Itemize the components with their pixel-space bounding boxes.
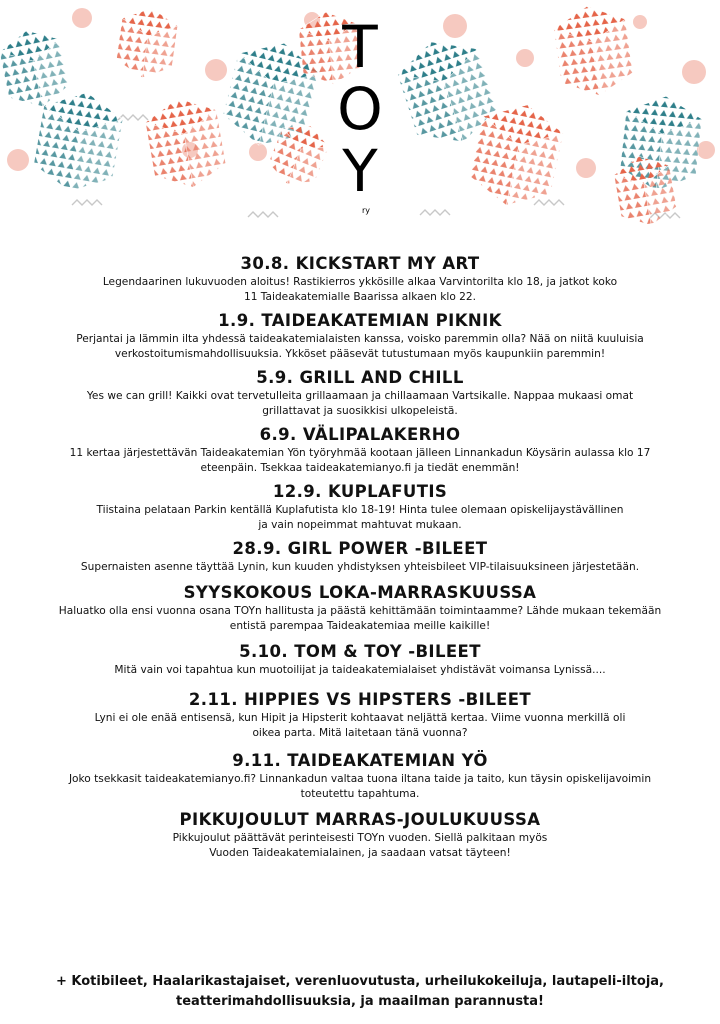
- event-title: 5.10. TOM & TOY -BILEET: [239, 642, 481, 661]
- event-description-line: Haluatko olla ensi vuonna osana TOYn hallitusta ja päästä kehittämään toimintaamme? Lähde mukaan tekemään: [58, 605, 662, 617]
- event-item: [0, 311, 720, 362]
- event-description: [20, 663, 700, 678]
- event-item: [0, 583, 720, 634]
- event-title: PIKKUJOULUT MARRAS-JOULUKUUSSA: [179, 810, 541, 829]
- event-description-line: Lyni ei ole enää entisensä, kun Hipit ja Hipsterit kohtaavat neljättä kertaa. Viime vuonna merkillä oli: [94, 712, 626, 724]
- pink-dot: [682, 60, 706, 84]
- event-description-line: Perjantai ja lämmin ilta yhdessä taideakatemialaisten kanssa, voisko paremmin olla? Nää on niitä kuuluisia: [76, 333, 644, 345]
- event-title: 2.11. HIPPIES VS HIPSTERS -BILEET: [188, 690, 532, 709]
- pink-dot: [205, 59, 227, 81]
- pink-dot: [72, 8, 92, 28]
- event-title: SYYSKOKOUS LOKA-MARRASKUUSSA: [183, 583, 537, 602]
- event-item: [0, 539, 720, 575]
- event-description: [20, 332, 700, 362]
- logo-letter-o: O: [337, 75, 383, 143]
- event-item: [0, 254, 720, 305]
- logo-subtitle: ry: [362, 206, 371, 215]
- pink-dot: [443, 14, 467, 38]
- logo-letter-t: T: [342, 13, 378, 81]
- event-description: [20, 389, 700, 419]
- event-title: 6.9. VÄLIPALAKERHO: [259, 425, 461, 444]
- patterned-cube: [142, 92, 229, 193]
- event-item: [0, 751, 720, 802]
- pink-dot: [633, 15, 647, 29]
- event-description-line: verkostoitumismahdollisuuksia. Ykköset pääsevät tutustumaan myös kaupunkiin paremmin!: [114, 348, 606, 360]
- squiggle-line: [420, 210, 450, 215]
- pink-dot: [697, 141, 715, 159]
- pink-dot: [249, 143, 267, 161]
- pink-dot: [7, 149, 29, 171]
- event-description: [20, 711, 700, 741]
- header-artwork: [0, 0, 720, 235]
- footer-line: + Kotibileet, Haalarikastajaiset, verenluovutusta, urheilukokeiluja, lautapeli-iltoja,: [55, 974, 664, 989]
- event-description-line: 11 Taideakatemialle Baarissa alkaen klo 22.: [243, 291, 477, 303]
- event-item: [0, 690, 720, 741]
- event-description: [20, 446, 700, 476]
- squiggle-line: [248, 212, 278, 217]
- event-description-line: 11 kertaa järjestettävän Taideakatemian Yön työryhmää kootaan jälleen Linnankadun Köysärin aulassa klo 17: [69, 447, 651, 459]
- event-description-line: Supernaisten asenne täyttää Lynin, kun kuuden yhdistyksen yhteisbileet VIP-tilaisuuksineen järjestetään.: [80, 561, 640, 573]
- event-description-line: eteenpäin. Tsekkaa taideakatemianyo.fi ja tiedät enemmän!: [200, 462, 520, 474]
- event-description-line: Vuoden Taideakatemialainen, ja saadaan vatsat täyteen!: [209, 847, 511, 859]
- event-description: [20, 275, 700, 305]
- squiggle-line: [534, 200, 564, 205]
- event-description: [20, 604, 700, 634]
- event-item: [0, 482, 720, 533]
- event-title: 5.9. GRILL AND CHILL: [256, 368, 464, 387]
- event-description-line: toteutettu tapahtuma.: [300, 788, 420, 800]
- event-description: [20, 503, 700, 533]
- squiggle-line: [72, 200, 102, 205]
- event-description-line: Mitä vain voi tapahtua kun muotoilijat ja taideakatemialaiset yhdistävät voimansa Lynissä....: [114, 664, 606, 676]
- event-title: 30.8. KICKSTART MY ART: [240, 254, 480, 273]
- patterned-cube: [0, 24, 73, 113]
- event-description-line: oikea parta. Mitä laitetaan tänä vuonna?: [252, 727, 468, 739]
- pink-dot: [516, 49, 534, 67]
- event-description-line: Pikkujoulut päättävät perinteisesti TOYn vuoden. Siellä palkitaan myös: [172, 832, 548, 844]
- footer-line: teatterimahdollisuuksia, ja maailman parannusta!: [176, 994, 544, 1009]
- event-description-line: entistä parempaa Taideakatemiaa meille kaikille!: [229, 620, 491, 632]
- event-description-line: grillattavat ja suosikkisi ulkopeleistä.: [262, 405, 458, 417]
- patterned-cube: [551, 1, 635, 100]
- event-item: [0, 642, 720, 678]
- event-description-line: Yes we can grill! Kaikki ovat tervetulleita grillaamaan ja chillaamaan Vartsikalle. Nappaa mukaasi omat: [86, 390, 634, 402]
- logo-letter-y: Y: [342, 137, 378, 205]
- event-description: [20, 831, 700, 861]
- event-description-line: Tiistaina pelataan Parkin kentällä Kuplafutista klo 18-19! Hinta tulee olemaan opiskelijaystävällinen: [96, 504, 624, 516]
- event-title: 28.9. GIRL POWER -BILEET: [232, 539, 488, 558]
- event-description-line: ja vain nopeimmat mahtuvat mukaan.: [258, 519, 462, 531]
- event-description-line: Legendaarinen lukuvuoden aloitus! Rastikierros ykkösille alkaa Varvintorilta klo 18, ja jatkot koko: [102, 276, 618, 288]
- footer-note: [0, 972, 720, 1012]
- event-description-line: Joko tsekkasit taideakatemianyo.fi? Linnankadun valtaa tuona iltana taide ja taito, kun täysin opiskelijavoimin: [68, 773, 652, 785]
- event-list: [0, 254, 720, 861]
- patterned-cube: [114, 4, 179, 81]
- event-item: [0, 425, 720, 476]
- event-title: 12.9. KUPLAFUTIS: [272, 482, 448, 501]
- event-description: [20, 560, 700, 575]
- event-item: [0, 810, 720, 861]
- event-title: 1.9. TAIDEAKATEMIAN PIKNIK: [218, 311, 502, 330]
- event-title: 9.11. TAIDEAKATEMIAN YÖ: [232, 751, 488, 770]
- event-item: [0, 368, 720, 419]
- event-description: [20, 772, 700, 802]
- pink-dot: [576, 158, 596, 178]
